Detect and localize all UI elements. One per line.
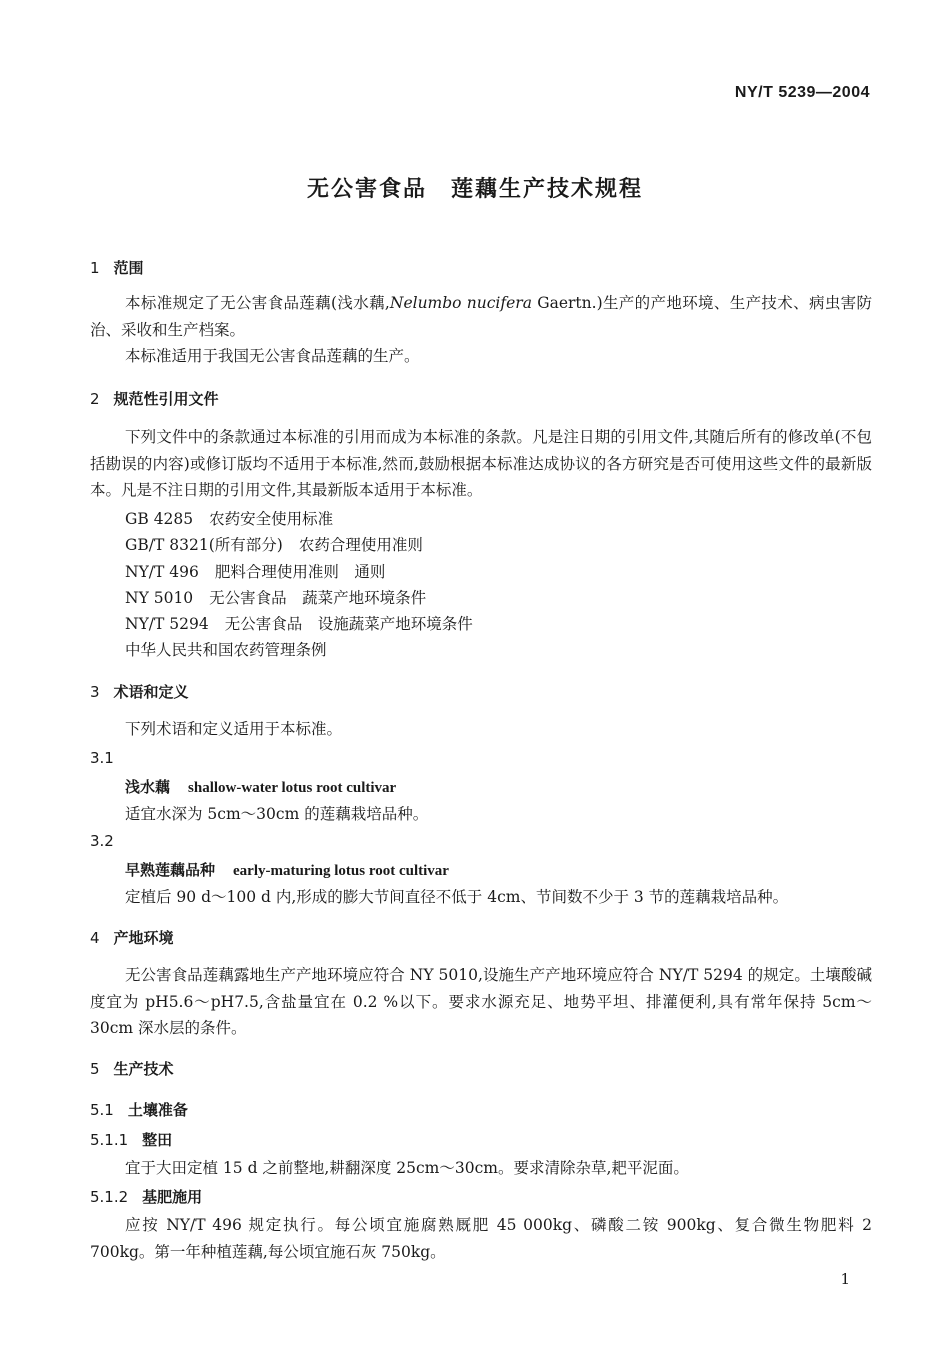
reference-item: GB/T 8321(所有部分) 农药合理使用准则: [125, 536, 423, 554]
reference-item: NY/T 496 肥料合理使用准则 通则: [125, 563, 386, 581]
term-3-1-definition: 适宜水深为 5cm～30cm 的莲藕栽培品种。: [125, 805, 429, 823]
reference-item: GB 4285 农药安全使用标准: [125, 510, 334, 528]
term-3-2-definition: 定植后 90 d～100 d 内,形成的膨大节间直径不低于 4cm、节间数不少于 3 节的莲藕栽培品种。: [125, 888, 789, 906]
reference-item: 中华人民共和国农药管理条例: [125, 641, 327, 659]
section-5-heading: [90, 1058, 174, 1079]
section-1-paragraph-2: 本标准适用于我国无公害食品莲藕的生产。: [125, 347, 420, 365]
section-title: 规范性引用文件: [113, 390, 219, 408]
latin-name: Nelumbo nucifera: [389, 294, 532, 312]
section-title: 土壤准备: [127, 1101, 188, 1119]
section-5-1-1-heading: [90, 1129, 172, 1150]
section-number: 5.1.1: [90, 1131, 129, 1149]
term-zh: 浅水藕: [125, 778, 171, 796]
section-title: 产地环境: [113, 929, 174, 947]
section-3-paragraph-1: 下列术语和定义适用于本标准。: [125, 720, 343, 738]
standard-code: NY/T 5239—2004: [734, 84, 870, 101]
section-number: 5.1.2: [90, 1188, 129, 1206]
section-5-1-heading: [90, 1099, 188, 1120]
section-title: 术语和定义: [113, 683, 189, 701]
term-3-2-number: 3.2: [90, 832, 114, 850]
reference-item: NY 5010 无公害食品 蔬菜产地环境条件: [125, 589, 427, 607]
section-title: 生产技术: [113, 1060, 174, 1078]
term-3-1-number: 3.1: [90, 749, 114, 767]
section-3-heading: [90, 681, 189, 702]
section-number: 3: [90, 683, 100, 701]
section-title: 基肥施用: [142, 1188, 203, 1206]
term-3-2: [125, 859, 449, 880]
section-number: 5.1: [90, 1101, 114, 1119]
section-title: 范围: [113, 259, 144, 277]
section-2-heading: [90, 388, 219, 409]
section-number: 5: [90, 1060, 100, 1078]
page-number: 1: [840, 1270, 850, 1288]
section-title: 整田: [142, 1131, 173, 1149]
section-5-1-2-paragraph: 应按 NY/T 496 规定执行。每公顷宜施腐熟厩肥 45 000kg、磷酸二铵 900kg、复合微生物肥料 2 700kg。第一年种植莲藕,每公顷宜施石灰 750kg。: [90, 1216, 872, 1261]
section-number: 2: [90, 390, 100, 408]
section-1-heading: [90, 257, 144, 278]
section-4-heading: [90, 927, 174, 948]
term-en: early-maturing lotus root cultivar: [233, 863, 449, 879]
section-4-paragraph-1: 无公害食品莲藕露地生产产地环境应符合 NY 5010,设施生产产地环境应符合 NY/T 5294 的规定。土壤酸碱度宜为 pH5.6～pH7.5,含盐量宜在 0.2 %以下。要求水源充足、地势平坦、排灌便利,具有常年保持 5cm～30cm 深水层的条件。: [90, 966, 872, 1037]
reference-item: NY/T 5294 无公害食品 设施蔬菜产地环境条件: [125, 615, 473, 633]
term-zh: 早熟莲藕品种: [125, 861, 216, 879]
section-5-1-1-paragraph: 宜于大田定植 15 d 之前整地,耕翻深度 25cm～30cm。要求清除杂草,耙平泥面。: [125, 1159, 689, 1177]
page-title: 无公害食品 莲藕生产技术规程: [306, 177, 643, 202]
section-number: 4: [90, 929, 100, 947]
section-1-paragraph-1: 本标准规定了无公害食品莲藕(浅水藕,Nelumbo nucifera Gaertn.)生产的产地环境、生产技术、病虫害防治、采收和生产档案。: [90, 294, 873, 339]
term-3-1: [125, 776, 396, 797]
term-en: shallow-water lotus root cultivar: [188, 780, 397, 796]
section-2-paragraph-1: 下列文件中的条款通过本标准的引用而成为本标准的条款。凡是注日期的引用文件,其随后所有的修改单(不包括勘误的内容)或修订版均不适用于本标准,然而,鼓励根据本标准达成协议的各方研究是否可使用这些文件的最新版本。凡是不注日期的引用文件,其最新版本适用于本标准。: [90, 428, 872, 499]
section-5-1-2-heading: [90, 1186, 202, 1207]
section-number: 1: [90, 259, 100, 277]
